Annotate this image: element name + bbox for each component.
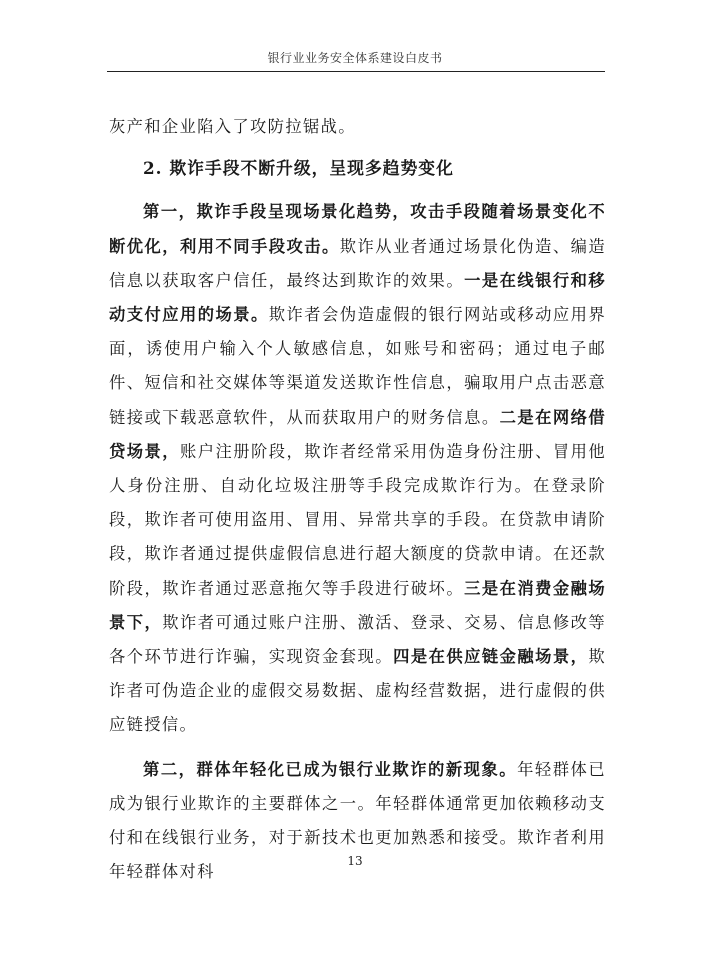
text-span: 年轻群体已成为银行业欺诈的主要群体之一。年轻群体通常更加依赖移动支付和在线银行业务，对于新技术也更加熟悉和接受。欺诈者利用年轻群体对科 xyxy=(109,759,606,882)
text-span: 欺诈者可通过账户注册、激活、登录、交易、信息修改等各个环节进行诈骗，实现资金套现。 xyxy=(109,612,606,667)
bold-point-one: 一是在线银行和移动支付应用的场景。 xyxy=(109,270,606,325)
text-span: 账户注册阶段，欺诈者经常采用伪造身份注册、冒用他人身份注册、自动化垃圾注册等手段完成欺诈行为。在登录阶段，欺诈者可使用盗用、冒用、异常共享的手段。在贷款申请阶段，欺诈者通过提供虚假信息进行超大额度的贷款申请。在还款阶段，欺诈者通过恶意拖欠等手段进行破坏。 xyxy=(109,441,607,598)
body-text xyxy=(109,110,606,889)
page-number: 13 xyxy=(347,854,363,868)
bold-lead-second: 第二，群体年轻化已成为银行业欺诈的新现象。 xyxy=(143,759,518,779)
running-header: 银行业业务安全体系建设白皮书 xyxy=(267,51,443,65)
header-divider xyxy=(107,71,605,72)
text-span: 欺诈从业者通过场景化伪造、编造信息以获取客户信任，最终达到欺诈的效果。 xyxy=(109,236,606,290)
text-span: 欺诈者会伪造虚假的银行网站或移动应用界面，诱使用户输入个人敏感信息，如账号和密码；通过电子邮件、短信和社交媒体等渠道发送欺诈性信息，骗取用户点击恶意链接或下载恶意软件，从而获取用户的财务信息。 xyxy=(109,305,607,427)
paragraph-youth-trend xyxy=(109,753,606,890)
bold-point-three: 三是在消费金融场景下， xyxy=(109,578,606,632)
bold-lead-first: 第一，欺诈手段呈现场景化趋势，攻击手段随着场景变化不断优化，利用不同手段攻击。 xyxy=(109,202,606,256)
bold-point-four: 四是在供应链金融场景， xyxy=(393,647,589,667)
paragraph-gap xyxy=(109,743,606,753)
section-heading: 2. 欺诈手段不断升级，呈现多趋势变化 xyxy=(143,158,454,179)
continuation-line: 灰产和企业陷入了攻防拉锯战。 xyxy=(109,117,356,136)
text-span: 欺诈者可伪造企业的虚假交易数据、虚构经营数据，进行虚假的供应链授信。 xyxy=(109,647,606,735)
bold-point-two: 二是在网络借贷场景， xyxy=(109,407,606,461)
paragraph-scenario-trend xyxy=(109,195,606,742)
